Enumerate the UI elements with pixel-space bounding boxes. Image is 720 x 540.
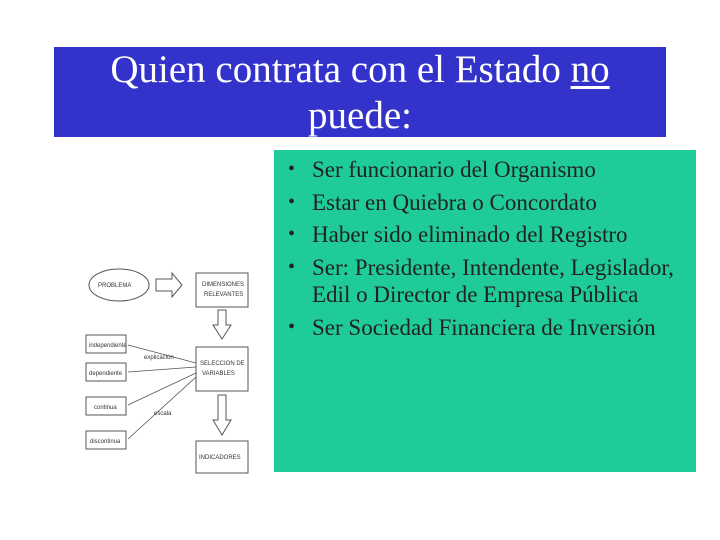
restriction-item	[284, 314, 690, 342]
problema-label: PROBLEMA	[98, 283, 132, 289]
seleccion-label-2: VARIABLES	[202, 371, 235, 377]
seleccion-box	[196, 347, 248, 391]
restriction-text: Estar en Quiebra o Concordato	[312, 189, 597, 215]
slide-title	[54, 47, 666, 137]
restriction-text: Ser funcionario del Organismo	[312, 157, 596, 182]
variables-diagram	[84, 255, 274, 477]
explicacion-label: explicación	[144, 355, 174, 361]
bullet-icon: •	[288, 190, 296, 213]
escala-label: escala	[154, 411, 172, 417]
restrictions-list	[284, 156, 690, 341]
dimensiones-label-1: DIMENSIONES	[202, 282, 245, 288]
arrow-down-icon	[213, 310, 231, 339]
dimensiones-box	[196, 273, 248, 307]
diagram-svg	[84, 255, 274, 477]
title-text-underlined: no	[570, 48, 610, 91]
bullet-icon: •	[288, 223, 296, 245]
independiente-label: independiente	[89, 343, 127, 349]
bullet-icon: •	[288, 255, 296, 278]
restriction-item	[284, 221, 690, 249]
title-text-part1: Quien contrata con el Estado	[110, 48, 561, 91]
arrow-line-continua	[128, 373, 196, 405]
title-text-part2: puede:	[308, 94, 412, 137]
arrow-line-dependiente	[128, 367, 196, 372]
seleccion-label-1: SELECCION DE	[200, 361, 245, 367]
bullet-icon: •	[288, 158, 296, 180]
dependiente-label: dependiente	[89, 371, 123, 377]
indicadores-label: INDICADORES	[199, 455, 241, 461]
arrow-down-2-icon	[213, 395, 231, 435]
restrictions-panel	[274, 150, 696, 472]
restriction-item	[284, 189, 690, 217]
restriction-item	[284, 156, 690, 184]
restriction-text: Ser Sociedad Financiera de Inversión	[312, 314, 656, 340]
dimensiones-label-2: RELEVANTES	[204, 292, 244, 298]
discontinua-label: discontinua	[90, 439, 121, 445]
arrow-line-discontinua	[128, 377, 196, 439]
bullet-icon: •	[288, 315, 296, 338]
restriction-text: Haber sido eliminado del Registro	[312, 222, 628, 247]
arrow-right-icon	[156, 273, 182, 297]
continua-label: continua	[94, 405, 117, 411]
restriction-text: Ser: Presidente, Intendente, Legislador, Edil o Director de Empresa Pública	[312, 254, 674, 307]
restriction-item	[284, 254, 690, 309]
